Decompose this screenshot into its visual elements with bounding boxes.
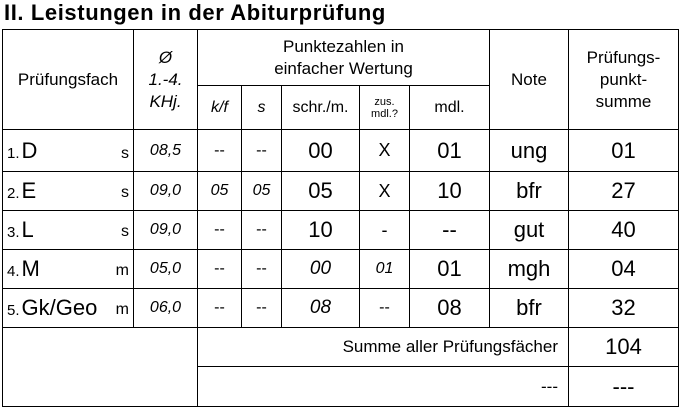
extra-oral-cell: -- — [360, 289, 410, 328]
subject-cell: 3.L s — [3, 211, 134, 250]
table-row — [3, 211, 679, 250]
point-sum-cell: 32 — [569, 289, 679, 328]
oral-cell: 10 — [410, 172, 490, 211]
oral-cell: 01 — [410, 250, 490, 289]
header-kf: k/f — [198, 86, 242, 130]
table-row — [3, 250, 679, 289]
written-cell: 00 — [282, 130, 360, 172]
header-oral: mdl. — [410, 86, 490, 130]
subject-cell: 1.D s — [3, 130, 134, 172]
blank-cell — [3, 367, 198, 407]
point-sum-cell: 27 — [569, 172, 679, 211]
extra-oral-cell: X — [360, 172, 410, 211]
exam-results-table — [2, 29, 679, 407]
s-cell: 05 — [242, 172, 282, 211]
written-cell: 08 — [282, 289, 360, 328]
header-s: s — [242, 86, 282, 130]
s-cell: -- — [242, 289, 282, 328]
subject-cell: 5.Gk/Geo m — [3, 289, 134, 328]
written-cell: 00 — [282, 250, 360, 289]
kf-cell: 05 — [198, 172, 242, 211]
extra-oral-cell: - — [360, 211, 410, 250]
header-point-sum: Prüfungs- punkt- summe — [569, 30, 679, 130]
grade-cell: bfr — [490, 289, 569, 328]
grade-cell: bfr — [490, 172, 569, 211]
point-sum-cell: 04 — [569, 250, 679, 289]
average-cell: 08,5 — [134, 130, 198, 172]
header-average: Ø 1.-4. KHj. — [134, 30, 198, 130]
written-cell: 10 — [282, 211, 360, 250]
grade-cell: gut — [490, 211, 569, 250]
extra-oral-cell: X — [360, 130, 410, 172]
header-written: schr./m. — [282, 86, 360, 130]
header-extra-oral: zus. mdl.? — [360, 86, 410, 130]
kf-cell: -- — [198, 289, 242, 328]
header-points: Punktezahlen in einfacher Wertung — [198, 30, 490, 86]
blank-cell — [3, 328, 198, 367]
table-row — [3, 130, 679, 172]
table-row — [3, 172, 679, 211]
oral-cell: 01 — [410, 130, 490, 172]
total-label: Summe aller Prüfungsfächer — [198, 328, 569, 367]
s-cell: -- — [242, 250, 282, 289]
grade-cell: ung — [490, 130, 569, 172]
s-cell: -- — [242, 130, 282, 172]
kf-cell: -- — [198, 250, 242, 289]
header-subject: Prüfungsfach — [3, 30, 134, 130]
subject-cell: 2.E s — [3, 172, 134, 211]
oral-cell: 08 — [410, 289, 490, 328]
table-row — [3, 289, 679, 328]
total-row — [3, 328, 679, 367]
point-sum-cell: 01 — [569, 130, 679, 172]
header-grade: Note — [490, 30, 569, 130]
oral-cell: -- — [410, 211, 490, 250]
s-cell: -- — [242, 211, 282, 250]
subject-cell: 4.M m — [3, 250, 134, 289]
extra-left-value: --- — [198, 367, 569, 407]
extra-row — [3, 367, 679, 407]
point-sum-cell: 40 — [569, 211, 679, 250]
average-cell: 06,0 — [134, 289, 198, 328]
average-cell: 05,0 — [134, 250, 198, 289]
kf-cell: -- — [198, 130, 242, 172]
section-title: II. Leistungen in der Abiturprüfung — [4, 0, 386, 25]
extra-oral-cell: 01 — [360, 250, 410, 289]
written-cell: 05 — [282, 172, 360, 211]
grade-cell: mgh — [490, 250, 569, 289]
average-cell: 09,0 — [134, 211, 198, 250]
total-value: 104 — [569, 328, 679, 367]
average-cell: 09,0 — [134, 172, 198, 211]
kf-cell: -- — [198, 211, 242, 250]
extra-right-value: --- — [569, 367, 679, 407]
